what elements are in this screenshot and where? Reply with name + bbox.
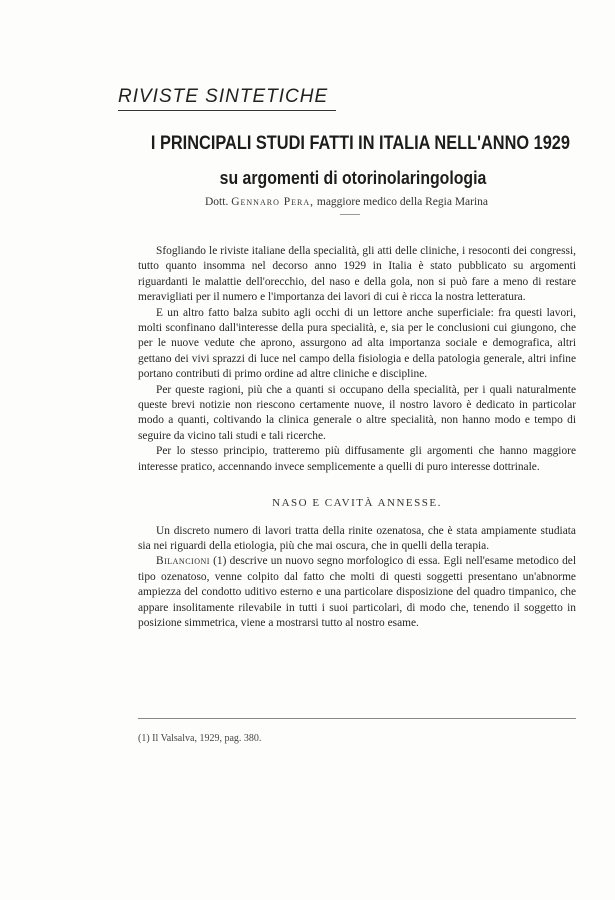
section-header-underline (118, 110, 336, 111)
author-line (205, 196, 488, 208)
cited-author-name: Bilancioni (156, 555, 210, 568)
author-role: maggiore medico della Regia Marina (316, 196, 489, 208)
author-name: Gennaro Pera, (231, 196, 314, 208)
article-body (138, 244, 576, 631)
paragraph (138, 554, 576, 631)
section-subheading: NASO E CAVITÀ ANNESSE. (272, 497, 442, 510)
author-prefix: Dott. (205, 196, 229, 208)
paragraph: Per queste ragioni, più che a quanti si occupano della specialità, per i quali naturalmente queste brevi notizie non riescono certamente nuove, il nostro lavoro è dedicato in particolar modo a quanti, coltivando la clinica generale o altre specialità, non hanno modo e tempo di seguire da vicino tali studi e tali ricerche. (138, 383, 576, 442)
footnote-divider (138, 718, 576, 719)
footnote: (1) Il Valsalva, 1929, pag. 380. (138, 733, 262, 744)
paragraph: Un discreto numero di lavori tratta della rinite ozenatosa, che è stata ampiamente studiata sia nei riguardi della etiologia, più che mai oscura, che in quelli della terapia. (138, 524, 576, 552)
article-subtitle: su argomenti di otorinolaringologia (219, 168, 487, 188)
paragraph-text: (1) descrive un nuovo segno morfologico di essa. Egli nell'esame metodico del tipo ozenatoso, venne colpito dal fatto che molti di questi soggetti presentano un'abnorme ampiezza del condotto uditivo esterno e una particolare disposizione del quadro timpanico, che appare insolitamente rilevabile in tutti i suoi particolari, di modo che, tenendo il soggetto in posizione simmetrica, viene a mostrarsi tutto al nostro esame. (138, 555, 576, 629)
divider (340, 214, 360, 215)
paragraph: Sfogliando le riviste italiane della specialità, gli atti delle cliniche, i resoconti dei congressi, tutto quanto insomma nel decorso anno 1929 in Italia è stato pubblicato su argomenti riguardanti le malattie dell'orecchio, del naso e della gola, non si può fare a meno di restare meravigliati per il numero e l'importanza dei lavori di cui è ricca la nostra letteratura. (138, 245, 576, 304)
paragraph: Per lo stesso principio, tratteremo più diffusamente gli argomenti che hanno maggiore interesse pratico, accennando invece semplicemente a quelli di puro interesse dottrinale. (138, 445, 576, 473)
paragraph: E un altro fatto balza subito agli occhi di un lettore anche superficiale: fra questi lavori, molti sconfinano dall'interesse della pura specialità, e, sia per le conclusioni cui giungono, che per le nuove vedute che aprono, assurgono ad alta importanza sociale e demografica, altri gettano dei vivi sprazzi di luce nel campo della fisiologia e della patologia generale, altri infine portano contributi di primo ordine ad altre cliniche e discipline. (138, 306, 576, 381)
article-title: I PRINCIPALI STUDI FATTI IN ITALIA NELL'ANNO 1929 (150, 133, 570, 154)
section-header: RIVISTE SINTETICHE (118, 86, 329, 107)
